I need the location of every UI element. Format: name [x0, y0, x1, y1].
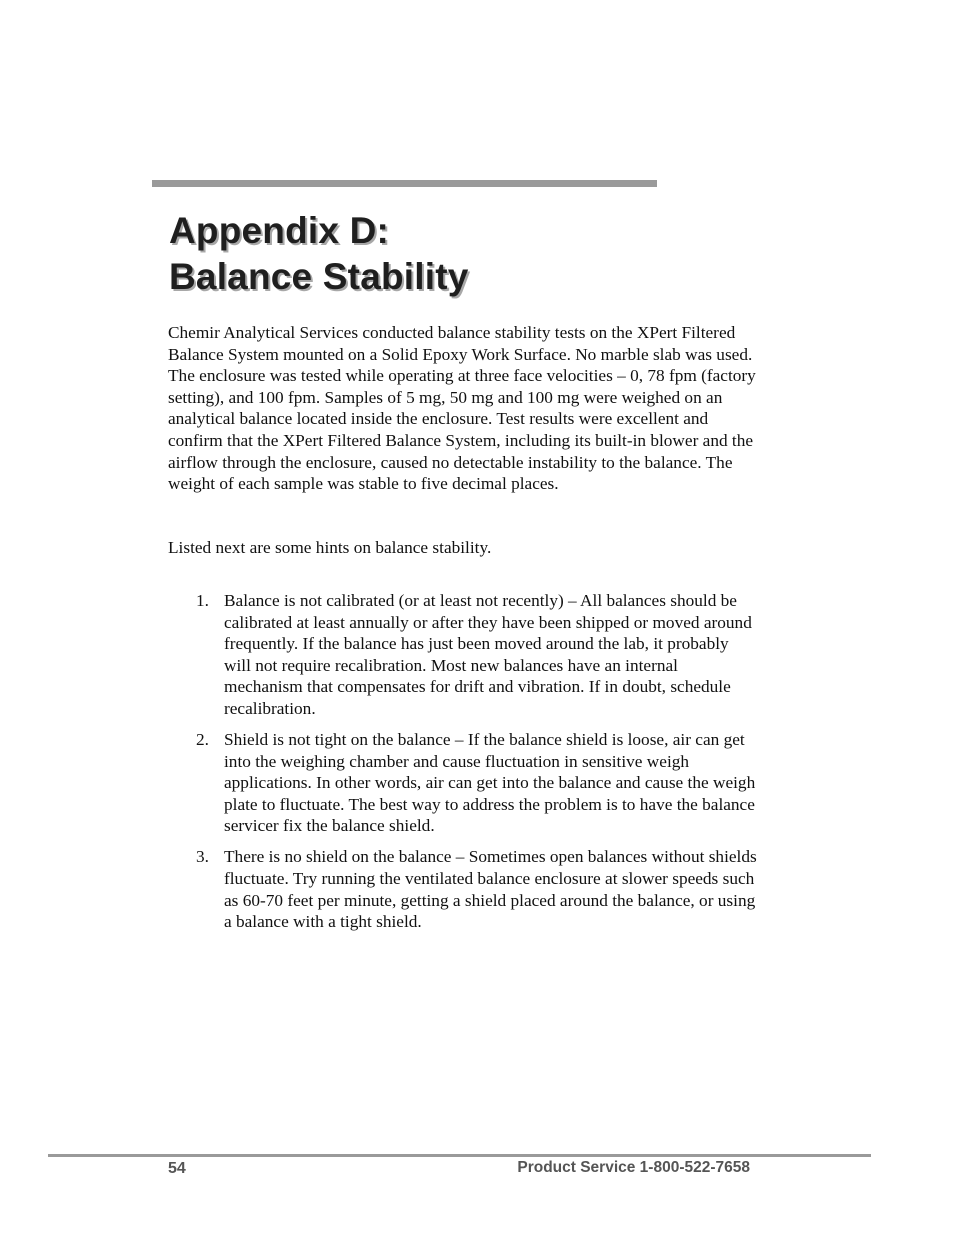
list-item-number: 2.	[196, 729, 209, 749]
title-line-1: Appendix D:	[169, 210, 390, 251]
hints-list	[168, 590, 758, 942]
list-item-text: There is no shield on the balance – Sometimes open balances without shields fluctuate. Try running the ventilated balance enclosure at slower speeds such as 60-70 feet per minute, getting a shield placed around the balance, or using a balance with a tight shield.	[224, 847, 757, 932]
list-item-text: Balance is not calibrated (or at least not recently) – All balances should be calibrated at least annually or after they have been shipped or moved around frequently. If the balance has just been moved around the lab, it probably will not require recalibration. Most new balances have an internal mechanism that compensates for drift and vibration. If in doubt, schedule recalibration.	[224, 591, 752, 718]
list-item-number: 1.	[196, 591, 209, 610]
page-number: 54	[168, 1160, 186, 1177]
list-item	[168, 590, 758, 720]
list-item-number: 3.	[196, 847, 209, 867]
list-item	[168, 846, 758, 932]
footer-rule	[48, 1154, 871, 1157]
lead-paragraph: Listed next are some hints on balance stability.	[168, 538, 492, 557]
footer-service-line: Product Service 1-800-522-7658	[517, 1159, 750, 1176]
header-rule	[152, 180, 657, 187]
title-line-2: Balance Stability	[169, 256, 469, 297]
list-item	[168, 729, 758, 837]
page-title	[169, 208, 469, 300]
intro-paragraph: Chemir Analytical Services conducted balance stability tests on the XPert Filtered Balance System mounted on a Solid Epoxy Work Surface. No marble slab was used. The enclosure was tested while operating at three face velocities – 0, 78 fpm (factory setting), and 100 fpm. Samples of 5 mg, 50 mg and 100 mg were weighed on an analytical balance located inside the enclosure. Test results were excellent and confirm that the XPert Filtered Balance System, including its built-in blower and the airflow through the enclosure, caused no detectable instability to the balance. The weight of each sample was stable to five decimal places.	[168, 323, 756, 494]
list-item-text: Shield is not tight on the balance – If the balance shield is loose, air can get into the weighing chamber and cause fluctuation in sensitive weigh applications. In other words, air can get into the balance and cause the weigh plate to fluctuate. The best way to address the problem is to have the balance servicer fix the balance shield.	[224, 729, 756, 836]
